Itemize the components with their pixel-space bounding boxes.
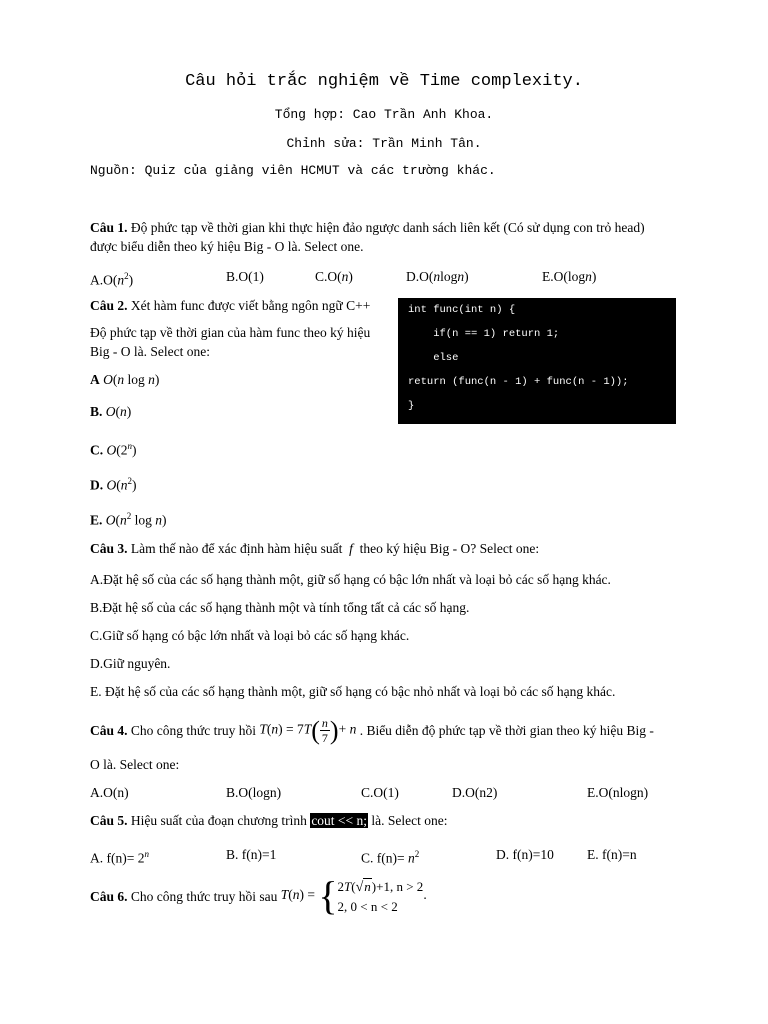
q2-code-block xyxy=(398,298,676,424)
q2-option-c: C. O(2$^n$) xyxy=(90,441,137,458)
q1-option-b: B.O(1) xyxy=(226,269,264,284)
q3-option-b: B.Đặt hệ số của các số hạng thành một và tính tổng tất cả các số hạng. xyxy=(90,600,470,615)
q5-label: Câu 5. xyxy=(90,813,128,828)
compiled-by: Tổng hợp: Cao Trần Anh Khoa. xyxy=(274,107,494,122)
q3-label: Câu 3. xyxy=(90,541,128,556)
q4-option-d: D.O(n2) xyxy=(452,785,498,800)
q3-option-d: D.Giữ nguyên. xyxy=(90,656,171,671)
q2-option-d: D. $O(n^2)$ xyxy=(90,476,137,493)
q4-option-e: E.O(nlogn) xyxy=(587,785,649,800)
q5-option-c: C. $f(n)= n^2$ xyxy=(361,849,420,866)
q1-option-a: $A.O(n^2)$ xyxy=(90,271,134,288)
q3-option-c: C.Giữ số hạng có bậc lớn nhất và loại bỏ các số hạng khác. xyxy=(90,628,410,643)
edited-by: Chỉnh sửa: Trần Minh Tân. xyxy=(286,136,482,151)
code-line: return (func(n - 1) + func(n - 1)); xyxy=(408,376,629,388)
q5-option-e: E. f(n)=n xyxy=(587,847,637,862)
q5-option-a: A. $f(n)= 2^n$ xyxy=(90,849,149,866)
code-line: else xyxy=(408,352,459,364)
q4-label: Câu 4. xyxy=(90,722,128,738)
q5-text: Câu 5. Hiệu suất của đoạn chương trình cout << n; là. Select one: xyxy=(90,813,448,828)
q1-option-e: E.O(logn) xyxy=(542,269,597,284)
q4-option-a: A.O(n) xyxy=(90,785,129,800)
q2-label: Câu 2. xyxy=(90,298,128,313)
q4-text-line2: O là. Select one: xyxy=(90,757,180,772)
q6-recurrence: T(n) = { 2T(√n)+1, n > 2 2, 0 < n < 2 . xyxy=(280,873,427,918)
q5-option-b: B. f(n)=1 xyxy=(226,847,277,862)
q2-option-b: B. O(n) xyxy=(90,404,132,419)
code-line: } xyxy=(408,400,415,412)
q1-option-c: C.O(n) xyxy=(315,269,353,284)
q2-text-line3: Big - O là. Select one: xyxy=(90,344,210,359)
q6-text: Câu 6. Cho công thức truy hồi sau T(n) = { 2T(√n)+1, n > 2 2, 0 < n < 2 . xyxy=(90,873,427,918)
q1-label: Câu 1. xyxy=(90,220,128,235)
source-line: Nguồn: Quiz của giảng viên HCMUT và các trường khác. xyxy=(90,163,496,178)
q1-text: Độ phức tạp về thời gian khi thực hiện đảo ngược danh sách liên kết (Có sử dụng con trỏ head) xyxy=(130,220,645,235)
q1-option-d: D.O(nlogn) xyxy=(406,269,469,284)
q2-text-line1: Câu 2. Xét hàm func được viết bằng ngôn ngữ C++ xyxy=(90,298,371,313)
q5-option-d: D. f(n)=10 xyxy=(496,847,554,862)
q4-option-b: B.O(logn) xyxy=(226,785,282,800)
q4-recurrence: T(n) = 7T( $\frac{n}{7}$ )+ n xyxy=(259,715,357,745)
q3-option-a: A.Đặt hệ số của các số hạng thành một, giữ số hạng có bậc lớn nhất và loại bỏ các số hạng khác. xyxy=(90,572,611,587)
q4-option-c: C.O(1) xyxy=(361,785,399,800)
q4-text-line1: Câu 4. Cho công thức truy hồi T(n) = 7T( $\frac{n}{7}$ )+ n . Biểu diễn độ phức tạp về thời gian theo ký hiệu Big - xyxy=(90,715,654,745)
q2-text-line2: Độ phức tạp về thời gian của hàm func theo ký hiệu xyxy=(90,325,371,340)
page-title: Câu hỏi trắc nghiệm về Time complexity. xyxy=(185,72,583,91)
q2-option-a: A O(n log n) xyxy=(90,372,160,387)
q1-text-line1 xyxy=(90,218,645,237)
q3-option-e: E. Đặt hệ số của các số hạng thành một, giữ số hạng có bậc nhỏ nhất và loại bỏ các số hạng khác. xyxy=(90,684,616,699)
q1-text-line2: được biểu diễn theo ký hiệu Big - O là. Select one. xyxy=(90,239,364,254)
q5-code-highlight: cout << n; xyxy=(311,813,368,828)
code-line: if(n == 1) return 1; xyxy=(408,328,560,340)
code-line: int func(int n) { xyxy=(408,304,516,316)
q3-symbol: f xyxy=(349,541,353,556)
q6-label: Câu 6. xyxy=(90,888,128,904)
q2-option-e: E. $O(n^2$ log n) xyxy=(90,511,167,528)
q3-text: Câu 3. Làm thế nào để xác định hàm hiệu suất f theo ký hiệu Big - O? Select one: xyxy=(90,541,540,556)
